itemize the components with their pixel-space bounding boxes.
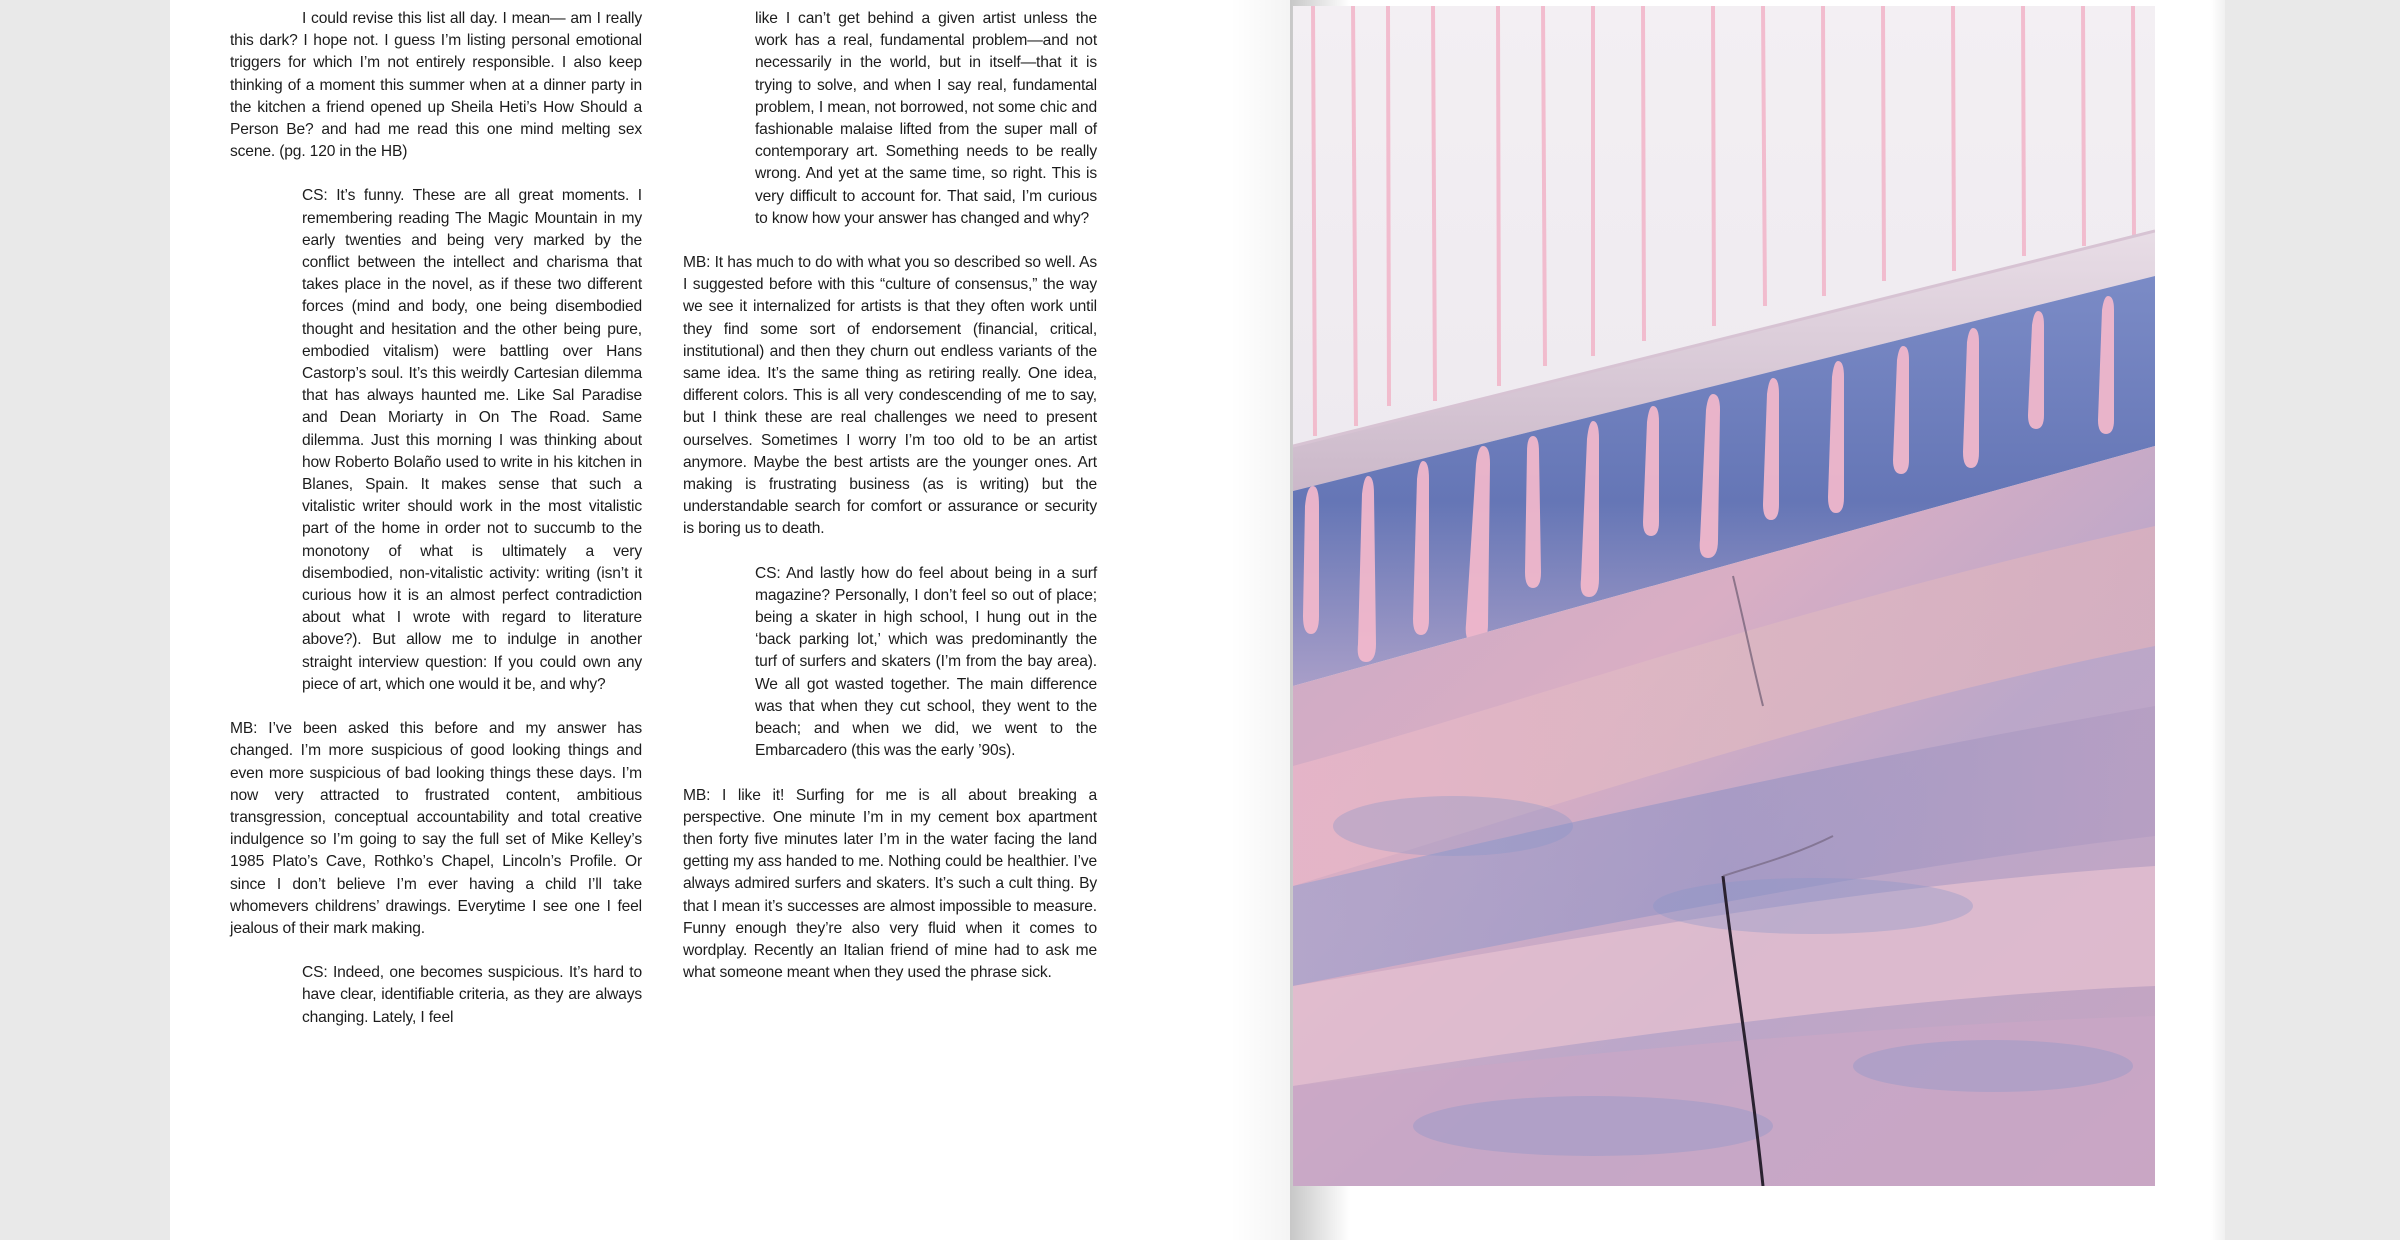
paragraph-mb-surf-answer: MB: I like it! Surfing for me is all about breaking a perspective. One minute I’m in my cement box apartment then forty five minutes later I’m in the water facing the land getting my ass handed to me. Nothing could be healthier. I’ve always admired surfers and skaters. It’s such a cult thing. By that I mean it’s successes are almost impossible to measure. Funny enough they’re also very fluid when it comes to wordplay. Recently an Italian friend of mine had to ask me what someone meant when they used the phrase sick. <box>683 786 1097 982</box>
text-column-2 <box>683 8 1097 1006</box>
paragraph-cs-followup: CS: Indeed, one becomes suspicious. It’s hard to have clear, identifiable criteria, as they are always changing. Lately, I feel <box>302 964 642 1026</box>
paragraph-cs-question: CS: It’s funny. These are all great moments. I remembering reading The Magic Mountain in my early twenties and being very marked by the conflict between the intellect and charisma that takes place in the novel, as if these two different forces (mind and body, one being disembodied thought and hesitation and the other being pure, embodied vitalism) were battling over Hans Castorp’s soul. It’s this weirdly Cartesian dilemma that has always haunted me. Like Sal Paradise and Dean Moriarty in On The Road. Same dilemma. Just this morning I was thinking about how Roberto Bolaño used to write in his kitchen in Blanes, Spain. It makes sense that such a vitalistic writer should work in the most vitalistic part of the home in order not to succumb to the monotony of what is ultimately a very disembodied, non-vitalistic activity: writing (isn’t it curious how it is an almost perfect contradiction about what I wrote with regard to literature above?). But allow me to indulge in another straight interview question: If you could own any piece of art, which one would it be, and why? <box>302 187 642 693</box>
paragraph-mb-consensus: MB: It has much to do with what you so described so well. As I suggested before with this “culture of consensus,” the way we see it internalized for artists is that they often work until they find some sort of endorsement (financial, critical, institutional) and then they churn out endless variants of the same idea. It’s the same thing as retiring really. One idea, different colors. This is all very condescending of me to say, but I think these are real challenges we need to present ourselves. Sometimes I worry I’m too old to be an artist anymore. Maybe the best artists are the younger ones. Art making is frustrating business (as is writing) but the understandable search for comfort or assurance or security is boring us to death. <box>683 254 1097 538</box>
paragraph-intro: I could revise this list all day. I mean— am I really this dark? I hope not. I guess I’m listing personal emotional triggers for which I’m not entirely responsible. I also keep thinking of a moment this summer when at a dinner party in the kitchen a friend opened up Sheila Heti’s How Should a Person Be? and had me read this one mind melting sex scene. (pg. 120 in the HB) <box>230 10 642 161</box>
paragraph-cs-continued: like I can’t get behind a given artist unless the work has a real, fundamental problem—and not necessarily in the world, but in itself—that it is trying to solve, and when I say real, fundamental problem, I mean, not borrowed, not some chic and fashionable malaise lifted from the super mall of contemporary art. Something needs to be really wrong. And yet at the same time, so right. This is very difficult to account for. That said, I’m curious to know how your answer has changed and why? <box>755 10 1097 227</box>
right-page-edge <box>2211 0 2225 1240</box>
paragraph-cs-surf-question: CS: And lastly how do feel about being in a surf magazine? Personally, I don’t feel so out of place; being a skater in high school, I hung out in the ‘back parking lot,’ which was predominantly the turf of surfers and skaters (I’m from the bay area). We all got wasted together. The main difference was that when they cut school, they went to the beach; and when we did, we went to the Embarcadero (this was the early ’90s). <box>755 564 1097 760</box>
paragraph-mb-answer: MB: I’ve been asked this before and my answer has changed. I’m more suspicious of good looking things and even more suspicious of bad looking things these days. I’m now very attracted to frustrated content, ambitious transgression, conceptual accountability and total creative indulgence so I’m going to say the full set of Mike Kelley’s 1985 Plato’s Cave, Rothko’s Chapel, Lincoln’s Profile. Or since I don’t believe I’m ever having a child I’ll take whomevers childrens’ drawings. Everytime I see one I feel jealous of their mark making. <box>230 720 642 937</box>
text-column-1 <box>230 8 642 1051</box>
pink-paint-drips-photo <box>1293 6 2155 1186</box>
